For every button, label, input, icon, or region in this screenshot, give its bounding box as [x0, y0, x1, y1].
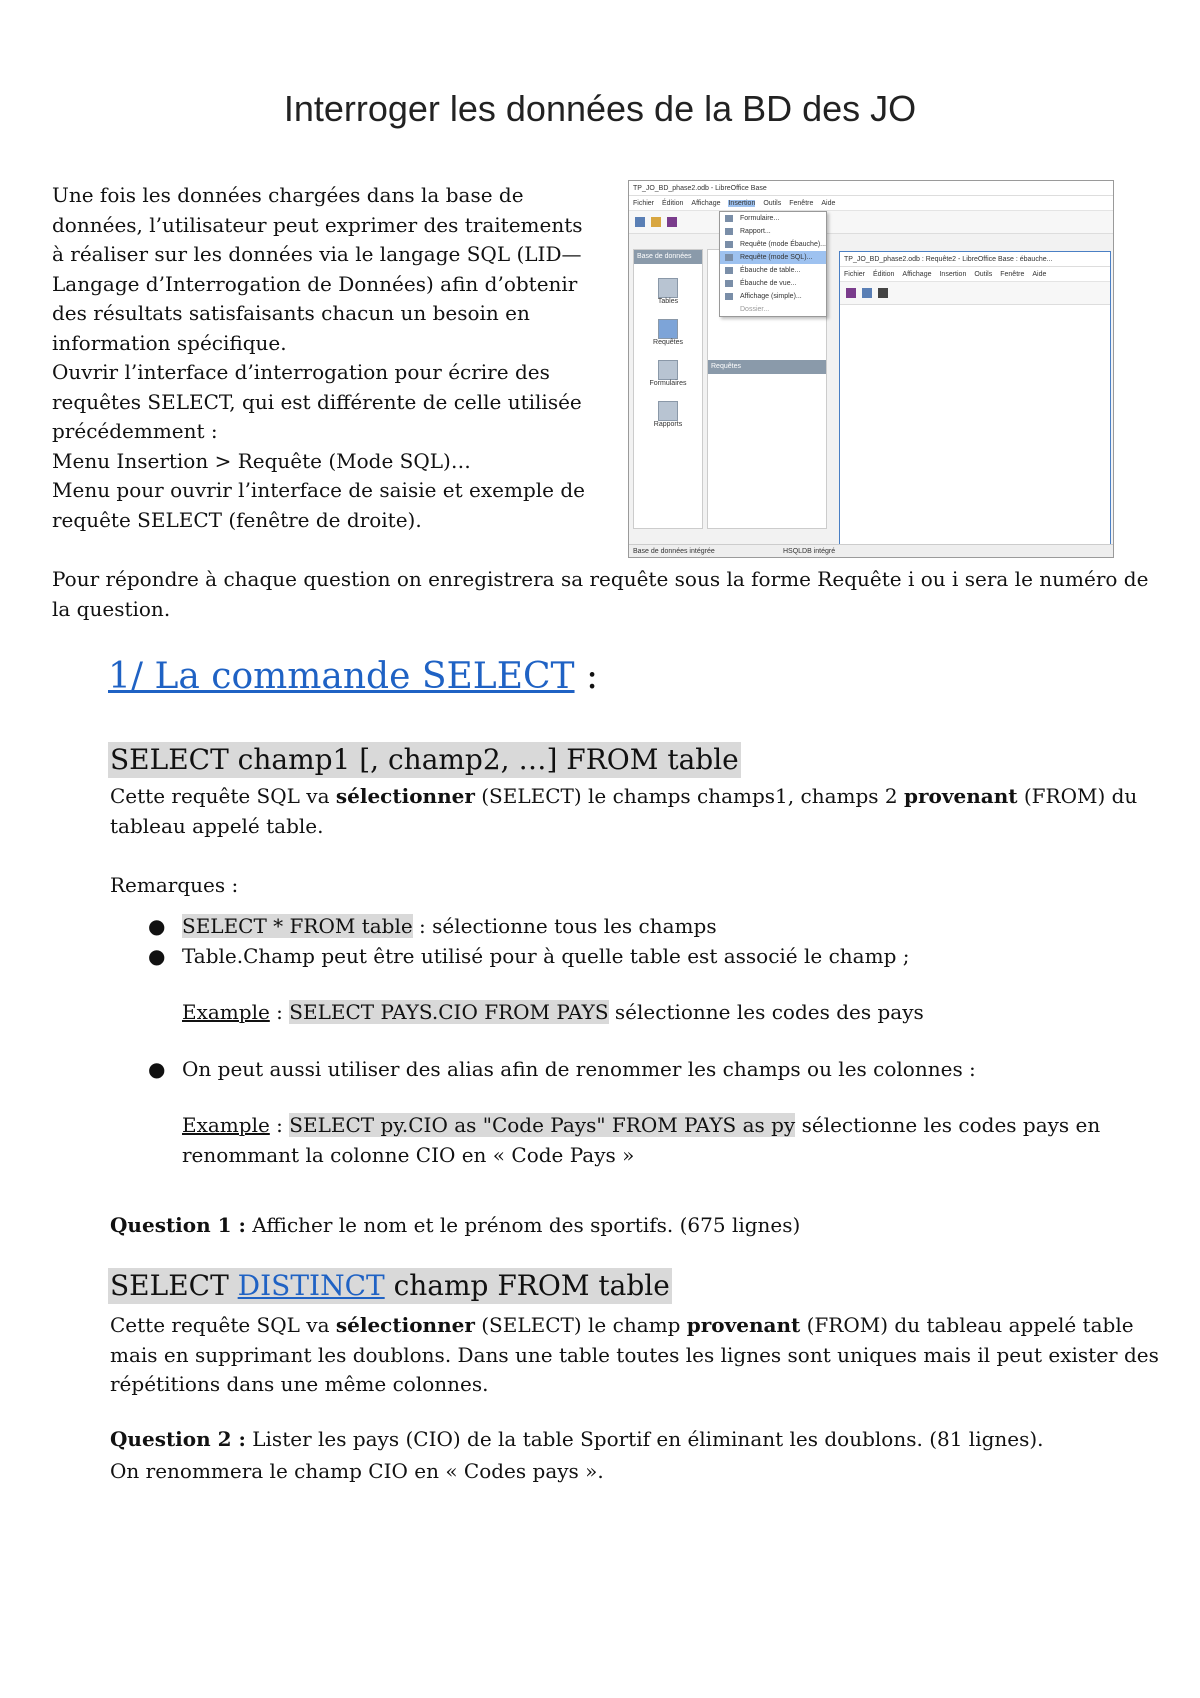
dropdown-item: Requête (mode Ébauche)... [720, 238, 826, 251]
new-icon [635, 217, 645, 227]
intro-line: précédemment : [52, 419, 218, 443]
left-item-label: Formulaires [649, 380, 687, 387]
dropdown-item: Formulaire... [720, 212, 826, 225]
status-left: Base de données intégrée [633, 547, 715, 555]
section-heading [108, 656, 598, 697]
left-item-label: Requêtes [653, 339, 683, 346]
left-item-label: Tables [657, 298, 679, 305]
remark-text: On peut aussi utiliser des alias afin de renommer les champs ou les colonnes : [182, 1056, 976, 1081]
example-label: Example [182, 1113, 270, 1137]
intro-line: données, l’utilisateur peut exprimer des traitements [52, 212, 583, 237]
intro-paragraph [52, 181, 600, 535]
distinct-description: Cette requête SQL va sélectionner (SELECT) le champ provenant (FROM) du tableau appelé table mais en supprimant les doublons. Dans une table toutes les lignes sont uniques mais il peut exister des répétitions dans une même colonnes. [110, 1313, 1159, 1396]
menu-item: Fenêtre [1000, 270, 1025, 278]
code-snippet: SELECT PAYS.CIO FROM PAYS [289, 1000, 609, 1024]
page-title: Interroger les données de la BD des JO [283, 88, 917, 129]
query-design-icon [725, 241, 733, 248]
list-item [110, 912, 1160, 942]
example-line: Example : SELECT PAYS.CIO FROM PAYS sélectionne les codes des pays [182, 1000, 924, 1024]
intro-line: Menu pour ouvrir l’interface de saisie et exemple de [52, 478, 585, 502]
bullet-icon: ● [148, 1056, 166, 1081]
remark-text: : sélectionne tous les champs [412, 914, 717, 938]
code-snippet: SELECT py.CIO as "Code Pays" FROM PAYS as py [289, 1113, 796, 1137]
screenshot-menubar [629, 196, 1113, 211]
insertion-dropdown [719, 211, 827, 317]
answer-instructions: Pour répondre à chaque question on enregistrera sa requête sous la forme Requête i ou i sera le numéro de la question. [52, 567, 1149, 621]
edit-icon [862, 288, 872, 298]
example-label: Example [182, 1000, 270, 1024]
menu-item: Aide [821, 199, 836, 207]
remark-text: Table.Champ peut être utilisé pour à quelle table est associé le champ ; [182, 943, 910, 968]
left-item-forms [634, 360, 702, 387]
view-simple-icon [725, 293, 733, 300]
left-item-queries [634, 319, 702, 346]
question-2-note: On renommera le champ CIO en « Codes pays ». [110, 1459, 604, 1483]
report-icon [725, 228, 733, 235]
forms-icon [658, 360, 678, 380]
screenshot-toolbar [629, 211, 1113, 234]
menu-item: Affichage [902, 270, 932, 278]
status-right: HSQLDB intégré [783, 547, 836, 555]
menu-item: Édition [873, 270, 895, 278]
sql-query-window [839, 251, 1111, 549]
intro-line: information spécifique. [52, 330, 287, 355]
intro-line: requêtes SELECT, qui est différente de celle utilisée [52, 389, 582, 414]
screenshot-statusbar [629, 544, 1113, 557]
dropdown-item: Ébauche de table... [720, 264, 826, 277]
left-pane-header: Base de données [634, 250, 702, 264]
queries-icon [658, 319, 678, 339]
left-item-label: Rapports [653, 421, 683, 428]
question-label: Question 1 : [110, 1213, 246, 1237]
dropdown-item: Ébauche de vue... [720, 277, 826, 290]
libreoffice-screenshot [628, 180, 1114, 558]
intro-line: à réaliser sur les données via le langage SQL (LID— [52, 242, 582, 266]
left-item-tables [634, 278, 702, 305]
section-heading-colon: : [585, 656, 599, 697]
view-design-icon [725, 280, 733, 287]
subwindow-toolbar [840, 282, 1110, 305]
mid-pane-header: Requêtes [708, 360, 826, 374]
table-design-icon [725, 267, 733, 274]
form-icon [725, 215, 733, 222]
save-icon [667, 217, 677, 227]
menu-item: Fichier [844, 270, 866, 278]
menu-item: Outils [763, 199, 782, 207]
intro-line: Langage d’Interrogation de Données) afin d’obtenir [52, 271, 578, 296]
bullet-icon: ● [148, 914, 166, 938]
example-line: Example : SELECT py.CIO as "Code Pays" FROM PAYS as py sélectionne les codes pays en renommant la colonne CIO en « Code Pays » [182, 1113, 1101, 1167]
screenshot-left-pane [633, 249, 703, 529]
dropdown-item: Rapport... [720, 225, 826, 238]
menu-item: Aide [1032, 270, 1047, 278]
menu-item: Édition [662, 199, 684, 207]
menu-item: Outils [974, 270, 993, 278]
section-heading-link[interactable]: 1/ La commande SELECT [108, 656, 575, 697]
list-item [110, 1055, 1160, 1171]
distinct-link[interactable]: DISTINCT [237, 1269, 385, 1302]
dropdown-item-sql: Requête (mode SQL)... [720, 251, 826, 264]
open-icon [651, 217, 661, 227]
save-icon [846, 288, 856, 298]
question-1: Question 1 : Afficher le nom et le prénom des sportifs. (675 lignes) [110, 1213, 801, 1237]
question-2: Question 2 : Lister les pays (CIO) de la table Sportif en éliminant les doublons. (81 lignes). [110, 1427, 1044, 1451]
menu-item: Affichage [691, 199, 721, 207]
subwindow-title: TP_JO_BD_phase2.odb : Requête2 - LibreOffice Base : ébauche... [840, 252, 1110, 267]
reports-icon [658, 401, 678, 421]
intro-line: Ouvrir l’interface d’interrogation pour écrire des [52, 360, 550, 384]
intro-line: Une fois les données chargées dans la base de [52, 183, 524, 207]
dropdown-item: Dossier... [740, 306, 770, 313]
intro-line: requête SELECT (fenêtre de droite). [52, 507, 422, 532]
distinct-syntax: SELECT DISTINCT champ FROM table [110, 1269, 670, 1302]
remarks-heading: Remarques : [110, 873, 239, 897]
list-item [110, 942, 1160, 1028]
run-icon [878, 288, 888, 298]
query-sql-icon [725, 254, 733, 261]
select-description: Cette requête SQL va sélectionner (SELECT) le champs champs1, champs 2 provenant (FROM) du tableau appelé table. [110, 784, 1138, 838]
dropdown-item: Affichage (simple)... [720, 290, 826, 303]
intro-line: des résultats satisfaisants chacun un besoin en [52, 301, 530, 325]
menu-item: Insertion [939, 270, 967, 278]
screenshot-window-title: TP_JO_BD_phase2.odb - LibreOffice Base [629, 181, 1113, 196]
bullet-icon: ● [148, 943, 166, 968]
menu-item: Fenêtre [789, 199, 814, 207]
select-syntax: SELECT champ1 [, champ2, …] FROM table [110, 743, 739, 776]
question-label: Question 2 : [110, 1427, 246, 1451]
menu-item: Fichier [633, 199, 655, 207]
tables-icon [658, 278, 678, 298]
menu-item-insertion: Insertion [728, 199, 756, 207]
intro-line: Menu Insertion > Requête (Mode SQL)… [52, 448, 471, 473]
remarks-list [110, 912, 1160, 1170]
code-snippet: SELECT * FROM table [182, 914, 413, 938]
left-item-reports [634, 401, 702, 428]
subwindow-menubar [840, 267, 1110, 282]
